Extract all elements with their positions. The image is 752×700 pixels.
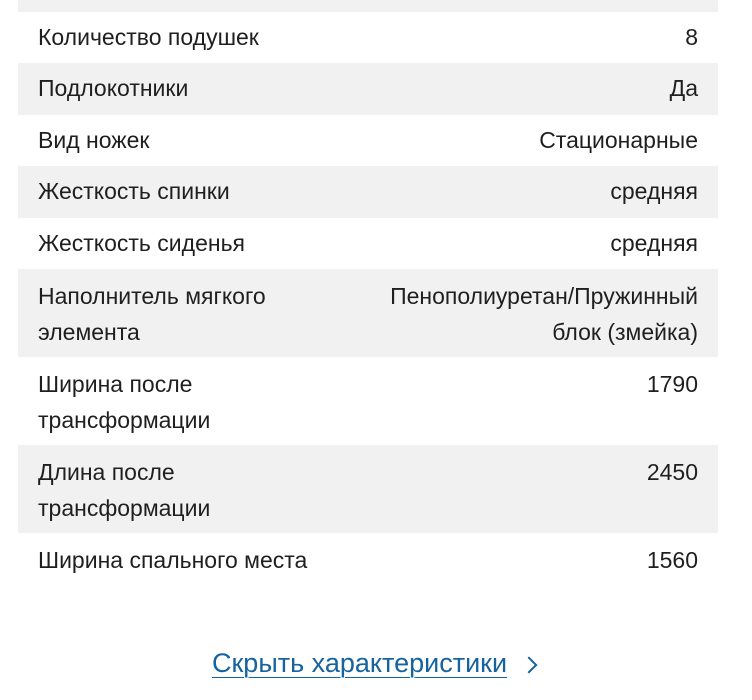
hide-specifications-link[interactable] (212, 648, 535, 679)
spec-label: Количество подушек (38, 23, 259, 50)
spec-label: Наполнитель мягкого элемента (38, 283, 266, 345)
spec-value: 8 (685, 23, 698, 50)
spec-value: 2450 (646, 459, 698, 485)
spec-label: Жесткость сиденья (38, 229, 245, 256)
spec-row-filler (18, 269, 718, 357)
hide-specifications-label[interactable]: Скрыть характеристики (212, 648, 508, 678)
spec-value: средняя (610, 229, 698, 256)
spec-label: Подлокотники (38, 75, 189, 101)
spec-value: 1790 (646, 371, 698, 397)
spec-row-armrests (18, 63, 718, 115)
spec-value: 1560 (646, 547, 698, 573)
spec-row-sleeping-width (18, 533, 718, 621)
spec-label: Ширина спального места (38, 547, 308, 573)
spec-label: Жесткость спинки (38, 178, 230, 204)
spec-label: Вид ножек (38, 126, 150, 153)
spec-value: Да (669, 75, 698, 101)
spec-row-width-transformed (18, 357, 718, 445)
spec-label: Ширина после трансформации (38, 371, 211, 433)
spec-value: средняя (610, 178, 698, 204)
spec-value: Пенополиуретан/Пружинный блок (змейка) (390, 283, 698, 345)
spec-row-legs (18, 115, 718, 167)
spec-row-length-transformed (18, 445, 718, 533)
specifications-table (18, 0, 718, 621)
spec-row-pillows (18, 12, 718, 64)
spec-label: Длина после трансформации (38, 459, 211, 521)
spec-row-back-firmness (18, 166, 718, 218)
spec-value: Стационарные (539, 126, 698, 153)
chevron-right-icon (521, 656, 538, 673)
spec-row-partial (18, 0, 718, 12)
spec-row-seat-firmness (18, 218, 718, 270)
